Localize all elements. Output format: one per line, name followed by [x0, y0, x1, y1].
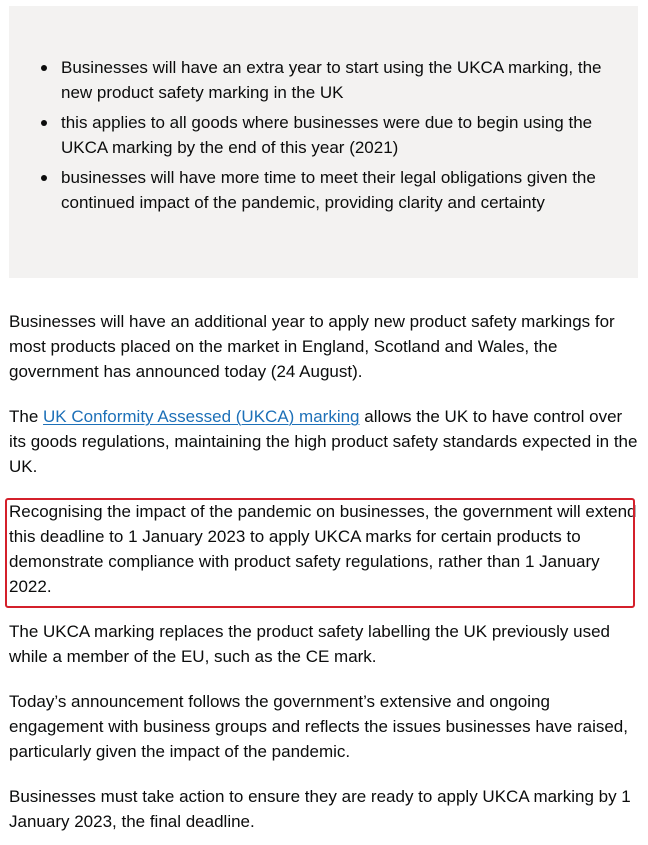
paragraph-announcement: Businesses will have an additional year to apply new product safety markings for most products placed on the market in England, Scotland and Wales, the government has announced today (24 August).	[9, 312, 615, 381]
paragraph-final-deadline: Businesses must take action to ensure they are ready to apply UKCA marking by 1 January 2023, the final deadline.	[9, 787, 631, 831]
paragraph-deadline-extension: Recognising the impact of the pandemic on businesses, the government will extend this deadline to 1 January 2023 to apply UKCA marks for certain products to demonstrate compliance with product safety regulations, rather than 1 January 2022.	[9, 502, 637, 596]
summary-list	[41, 55, 616, 220]
summary-bullet-item	[41, 110, 616, 160]
summary-box	[9, 6, 638, 278]
bullet-icon	[41, 120, 47, 126]
summary-bullet-text: businesses will have more time to meet their legal obligations given the continued impact of the pandemic, providing clarity and certainty	[61, 168, 596, 212]
summary-bullet-text: Businesses will have an extra year to start using the UKCA marking, the new product safety marking in the UK	[61, 58, 602, 102]
paragraph-ce-replacement: The UKCA marking replaces the product safety labelling the UK previously used while a member of the EU, such as the CE mark.	[9, 622, 610, 666]
paragraph-prefix: The	[9, 407, 44, 426]
bullet-icon	[41, 65, 47, 71]
paragraph-ukca-intro	[9, 404, 639, 479]
paragraph-suffix: allows the UK to have control over its goods regulations, maintaining the high product safety standards expected in the UK.	[9, 407, 638, 476]
summary-bullet-item	[41, 165, 616, 215]
ukca-marking-link[interactable]: UK Conformity Assessed (UKCA) marking	[43, 407, 360, 426]
summary-bullet-text: this applies to all goods where businesses were due to begin using the UKCA marking by the end of this year (2021)	[61, 113, 593, 157]
bullet-icon	[41, 175, 47, 181]
summary-bullet-item	[41, 55, 616, 105]
paragraph-engagement: Today’s announcement follows the government’s extensive and ongoing engagement with business groups and reflects the issues businesses have raised, particularly given the impact of the pandemic.	[9, 692, 628, 761]
